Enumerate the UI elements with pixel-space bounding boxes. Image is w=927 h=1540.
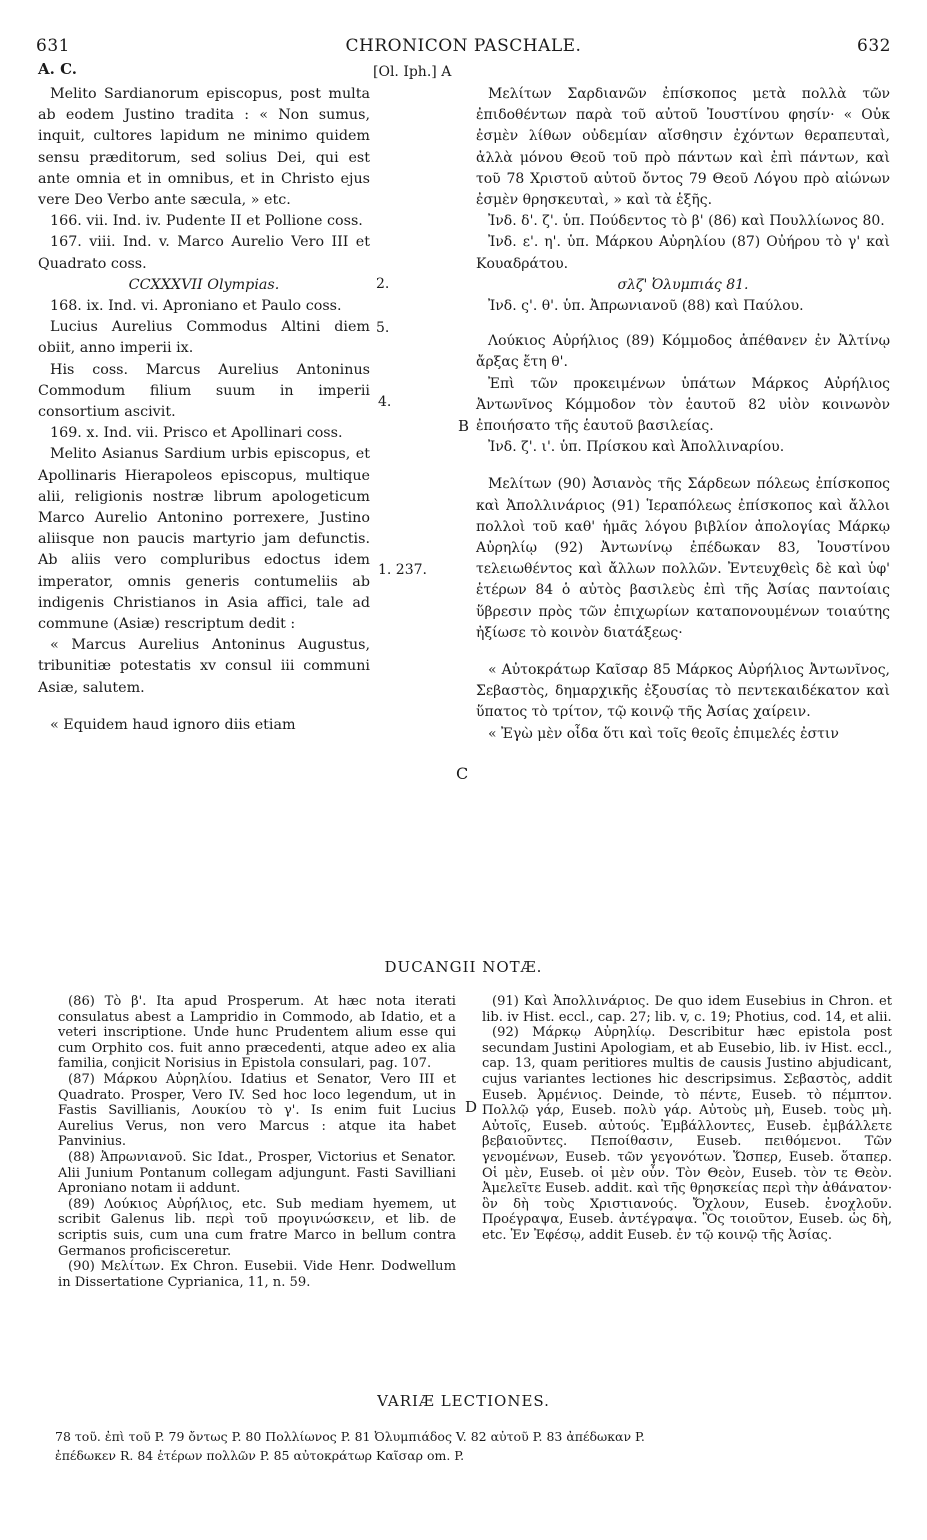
- greek-year-entry: Ἰνδ. ε'. η'. ὑπ. Μάρκου Αὐρηλίου (87) Οὐήρου τὸ γ' καὶ Κουαδράτου.: [476, 234, 890, 272]
- latin-paragraph: His coss. Marcus Aurelius Antoninus Commodum filium suum in imperii consortium ascivit.: [38, 361, 370, 421]
- greek-year-entry: Ἰνδ. ς'. θ'. ὑπ. Ἀπρωνιανοῦ (88) καὶ Παύλου.: [488, 298, 804, 315]
- margin-number: 1. 237.: [378, 562, 427, 578]
- greek-olympiad-heading: σλζ' Ὀλυμπιάς 81.: [617, 276, 749, 293]
- greek-column: [476, 84, 890, 745]
- margin-number: 4.: [378, 394, 392, 410]
- greek-paragraph: Λούκιος Αὐρήλιος (89) Κόμμοδος ἀπέθανεν ἐν Ἀλτίνῳ ἄρξας ἔτη θ'.: [476, 333, 890, 371]
- greek-paragraph: Μελίτων Σαρδιανῶν ἐπίσκοπος μετὰ πολλὰ τῶν ἐπιδοθέντων παρὰ τοῦ αὐτοῦ Ἰουστίνου φησίν· « Οὐκ ἐσμὲν λίθων οὐδεμίαν αἴσθησιν ἐχόντων θεραπευταὶ, ἀλλὰ μόνου Θεοῦ τοῦ πρὸ πάντων καὶ ἐπὶ πάντων, καὶ τοῦ 78 Χριστοῦ αὐτοῦ ὄντος 79 Θεοῦ Λόγου πρὸ αἰώνων ἐσμὲν θρησκευταὶ, » καὶ τὰ ἑξῆς.: [476, 86, 890, 209]
- latin-year-entry: 166. vii. Ind. iv. Pudente II et Pollione coss.: [50, 213, 363, 230]
- latin-year-entry: 167. viii. Ind. v. Marco Aurelio Vero III et Quadrato coss.: [38, 234, 370, 272]
- margin-number: 2.: [376, 276, 390, 292]
- greek-year-entry: Ἰνδ. ζ'. ι'. ὑπ. Πρίσκου καὶ Ἀπολλιναρίου.: [488, 439, 785, 456]
- greek-rescript-salutation: « Αὐτοκράτωρ Καῖσαρ 85 Μάρκος Αὐρήλιος Ἀντωνῖνος, Σεβαστὸς, δημαρχικῆς ἐξουσίας τὸ πεντεκαιδέκατον καὶ ὕπατος τὸ τρίτον, τῷ κοινῷ τῆς Ἀσίας χαίρειν.: [476, 662, 890, 721]
- notes-left-column: [58, 994, 456, 1290]
- variae-lectiones-title: VARIÆ LECTIONES.: [377, 1392, 550, 1410]
- latin-column: [38, 84, 370, 736]
- variant-readings-line: ἐπέδωκεν R. 84 ἑτέρων πολλῶν P. 85 αὐτοκράτωρ Καῖσαρ om. P.: [55, 1448, 465, 1463]
- latin-paragraph: Lucius Aurelius Commodus Altini diem obiit, anno imperii ix.: [38, 319, 370, 357]
- margin-number: 5.: [376, 320, 390, 336]
- greek-rescript-opening: « Ἐγὼ μὲν οἶδα ὅτι καὶ τοῖς θεοῖς ἐπιμελές ἐστιν: [488, 725, 839, 742]
- page-number-left: 631: [36, 36, 70, 56]
- latin-paragraph: Melito Asianus Sardium urbis episcopus, et Apollinaris Hierapoleos episcopus, multique alii, religionis nostræ librum apologeticum Marco Aurelio Antonino porrexere, Justino aliisque non paucis martyrio jam defunctis. Ab aliis vero compluribus edoctus idem imperator, omnis generis contumeliis ab indigenis Christianos in Asia affici, tale ad commune (Asiæ) rescriptum dedit :: [38, 446, 370, 633]
- footnote: (88) Ἀπρωνιανοῦ. Sic Idat., Prosper, Victorius et Senator. Alii Junium Pontanum collegam adjungunt. Fasti Savilliani Aproniano notam ii addunt.: [58, 1149, 456, 1197]
- footnote: (89) Λούκιος Αὐρήλιος, etc. Sub mediam hyemem, ut scribit Galenus lib. περὶ τοῦ προγινώσκειν, et lib. de scriptis suis, cum una cum fratre Marco in bellum contra Germanos proficisceretur.: [58, 1196, 456, 1259]
- olympiad-reference: [Ol. Iph.] A: [373, 64, 452, 80]
- latin-rescript-salutation: « Marcus Aurelius Antoninus Augustus, tribunitiæ potestatis xv consul iii communi Asiæ, salutem.: [38, 637, 370, 696]
- footnote: (87) Μάρκου Αὐρηλίου. Idatius et Senator, Vero III et Quadrato. Prosper, Vero IV. Sed hoc loco legendum, ut in Fastis Savillianis, Λουκίου τὸ γ'. Is enim fuit Lucius Aurelius Verus, non vero Marcus : atque ita habet Panvinius.: [58, 1071, 456, 1150]
- notes-title: DUCANGII NOTÆ.: [384, 958, 543, 976]
- latin-rescript-opening: « Equidem haud ignoro diis etiam: [50, 716, 296, 733]
- greek-paragraph: Ἐπὶ τῶν προκειμένων ὑπάτων Μάρκος Αὐρήλιος Ἀντωνῖνος Κόμμοδον τὸν ἑαυτοῦ 82 υἱὸν κοινωνὸν ἐποιήσατο τῆς ἑαυτοῦ βασιλείας.: [476, 375, 890, 435]
- footnote: (92) Μάρκῳ Αὐρηλίῳ. Describitur hæc epistola post secundam Justini Apologiam, et ab Eusebio, lib. iv Hist. eccl., cap. 13, quam peritiores multis de causis Justino abjudicant, cujus variantes lectiones hic descripsimus. Σεβαστὸς, addit Euseb. Ἀρμένιος. Deinde, τὸ πέντε, Euseb. τὸ πέμπτον. Πολλῷ γάρ, Euseb. πολὺ γάρ. Αὐτοὺς μὴ, Euseb. τοὺς μὴ. Αὐτοῖς, Euseb. αὐτούς. Ἐμβάλλοντες, Euseb. ἐμβάλλετε βεβαιοῦντες. Πεποίθασιν, Euseb. πειθόμενοι. Τῶν γενομένων, Euseb. τῶν γεγονότων. Ὥσπερ, Euseb. ὅταπερ. Οἱ μὲν, Euseb. οἱ μὲν οὖν. Τὸν Θεὸν, Euseb. τὸν τε Θεὸν. Ἀμελεῖτε Euseb. addit. καὶ τῆς θρησκείας περὶ τὴν ἀθάνατον· ὃν δὴ τοὺς Χριστιανούς. Ὄχλουν, Euseb. ἐνοχλοῦν. Προέγραψα, Euseb. ἀντέγραψα. Ὃς τοιοῦτον, Euseb. ὡς δὴ, etc. Ἐν Ἐφέσῳ, addit Euseb. ἐν τῷ κοινῷ τῆς Ἀσίας.: [482, 1025, 893, 1243]
- footnote: (86) Τὸ β'. Ita apud Prosperum. At hæc nota iterati consulatus abest a Lampridio in Commodo, ab Idatio, et a veteri inscriptione. Unde hunc Prudentem alium esse qui cum Orphito cos. fuit anno præcedenti, atque adeo ex alia familia, conjicit Norisius in Epistola consulari, pag. 107.: [58, 994, 456, 1072]
- variant-readings-line: 78 τοῦ. ἐπὶ τοῦ P. 79 ὄντως P. 80 Πολλίωνος P. 81 Ὀλυμπιάδος V. 82 αὐτοῦ P. 83 ἀπέδωκαν P.: [55, 1429, 645, 1444]
- greek-paragraph: Μελίτων (90) Ἀσιανὸς τῆς Σάρδεων πόλεως ἐπίσκοπος καὶ Ἀπολλινάριος (91) Ἱεραπόλεως ἐπίσκοπος καὶ ἄλλοι πολλοὶ τοῦ καθ' ἡμᾶς λόγου βιβλίον ἀπολογίας Μάρκῳ Αὐρηλίῳ (92) Ἀντωνίνῳ ἐπέδωκαν 83, Ἰουστίνου τελειωθέντος καὶ ἄλλων πολλῶν. Ἐντευχθεὶς δὲ καὶ ὑφ' ἑτέρων 84 ὁ αὐτὸς βασιλεὺς ἐπὶ τῆς Ἀσίας παντοίαις ὕβρεσιν πρὸς τῶν ἐπιχωρίων καταπονουμένων τοιαύτης ἠξίωσε τὸ κοινὸν διατάξεως·: [476, 476, 890, 641]
- era-label: A. C.: [38, 60, 77, 78]
- greek-year-entry: Ἰνδ. δ'. ζ'. ὑπ. Πούδεντος τὸ β' (86) καὶ Πουλλίωνος 80.: [488, 213, 885, 230]
- latin-year-entry: 168. ix. Ind. vi. Aproniano et Paulo coss.: [50, 298, 342, 315]
- section-letter-d: D: [465, 1098, 478, 1116]
- latin-paragraph: Melito Sardianorum episcopus, post multa ab eodem Justino tradita : « Non sumus, inquit, cultores lapidum ne minimo quidem sensu præditorum, sed solius Dei, qui est ante omnia et in omnibus, et in Christo ejus vere Deo Verbo ante sæcula, » etc.: [38, 86, 370, 209]
- page-number-right: 632: [857, 36, 891, 56]
- notes-right-column: [482, 994, 892, 1244]
- section-letter-c: C: [456, 764, 469, 783]
- footnote: (91) Καὶ Ἀπολλινάριος. De quo idem Eusebius in Chron. et lib. iv Hist. eccl., cap. 27; lib. v, c. 19; Photius, cod. 14, et alii.: [482, 994, 892, 1025]
- latin-year-entry: 169. x. Ind. vii. Prisco et Apollinari coss.: [50, 425, 343, 442]
- footnote: (90) Μελίτων. Ex Chron. Eusebii. Vide Henr. Dodwellum in Dissertatione Cyprianica, 11, n. 59.: [58, 1259, 456, 1290]
- section-letter-b: B: [458, 417, 470, 435]
- latin-olympiad-heading: CCXXXVII Olympias.: [128, 276, 280, 293]
- running-title: CHRONICON PASCHALE.: [345, 36, 582, 56]
